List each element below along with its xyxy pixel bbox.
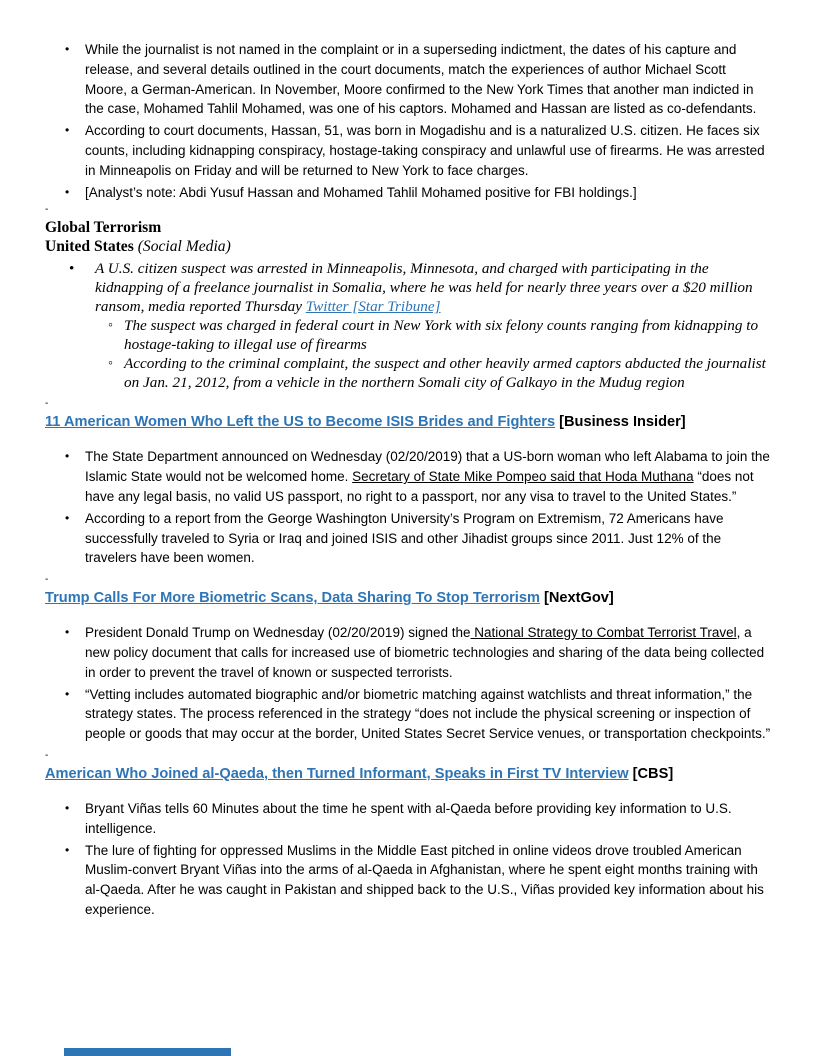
bullet-text: President Donald Trump on Wednesday (02/20/2019) signed the: [85, 625, 471, 641]
list-item: [45, 259, 771, 392]
analyst-note-text: [Analyst’s note: Abdi Yusuf Hassan and Mohamed Tahlil Mohamed positive for FBI holdings.]: [85, 184, 637, 200]
list-item: [45, 121, 771, 180]
article-source: [Business Insider]: [559, 414, 686, 431]
bullet-text: Bryant Viñas tells 60 Minutes about the time he spent with al-Qaeda before providing key information to U.S. intelligence.: [85, 800, 732, 836]
sub-list-item: [45, 354, 771, 392]
article-heading-alqaeda-informant: [45, 764, 771, 784]
subtitle-source-type: (Social Media): [137, 238, 231, 256]
bullet-text: A U.S. citizen suspect was arrested in Minneapolis, Minnesota, and charged with participating in the kidnapping of a freelance journalist in Somalia, where he was held for nearly three years over a $20 million ransom, media reported Thursday: [95, 260, 753, 316]
bullet-text: The lure of fighting for oppressed Muslims in the Middle East pitched in online videos drove troubled American Muslim-convert Bryant Viñas into the arms of al-Qaeda in Afghanistan, where he spent eight months training with al-Qaeda. After he was caught in Pakistan and shipped back to the U.S., Viñas provided key information about his experience.: [85, 842, 764, 917]
bullet-text: According to court documents, Hassan, 51, was born in Mogadishu and is a naturalized U.S. citizen. He faces six counts, including kidnapping conspiracy, hostage-taking conspiracy and unlawful use of firearms. He was arrested in Minneapolis on Friday and will be returned to New York to face charges.: [85, 123, 765, 178]
article-heading-isis-brides: [45, 412, 771, 432]
divider-dash: -: [45, 574, 49, 586]
article-bullet-list: [45, 447, 771, 568]
article-title-link[interactable]: 11 American Women Who Left the US to Become ISIS Brides and Fighters: [45, 414, 556, 431]
article-source: [CBS]: [632, 765, 674, 782]
bullet-text: According to a report from the George Washington University’s Program on Extremism, 72 Americans have successfully traveled to Syria or Iraq and joined ISIS and other Jihadist groups since 2011. Just 12% of the travelers have been women.: [85, 510, 724, 566]
subtitle-country: United States: [45, 238, 134, 256]
bullet-text: “Vetting includes automated biographic and/or biometric matching against watchlists and threat information,” the strategy states. The process referenced in the strategy “does not include the physical screening or inspection of people or goods that may occur at the border, United States Secret Service venues, or transportation checkpoints.”: [85, 686, 771, 742]
article-title-link[interactable]: Trump Calls For More Biometric Scans, Data Sharing To Stop Terrorism: [45, 590, 540, 607]
list-item: [45, 841, 771, 920]
global-terrorism-bullet-list: [45, 259, 771, 392]
sub-bullet-list: [95, 316, 771, 392]
section-subtitle: [45, 237, 771, 256]
sub-list-item: [45, 316, 771, 354]
pompeo-muthana-link[interactable]: Secretary of State Mike Pompeo said that Hoda Muthana: [352, 469, 694, 485]
section-title: Global Terrorism: [45, 219, 162, 237]
sub-bullet-text: The suspect was charged in federal court in New York with six felony counts ranging from kidnapping to hostage-taking to illegal use of firearms: [124, 317, 759, 354]
national-strategy-link[interactable]: National Strategy to Combat Terrorist Travel: [470, 625, 737, 641]
twitter-star-tribune-link[interactable]: Twitter [Star Tribune]: [305, 298, 441, 316]
article-bullet-list: [45, 799, 771, 920]
list-item: [45, 447, 771, 506]
article-title-link[interactable]: American Who Joined al-Qaeda, then Turned Informant, Speaks in First TV Interview: [45, 765, 629, 782]
sub-bullet-text: According to the criminal complaint, the suspect and other heavily armed captors abducted the journalist on Jan. 21, 2012, from a vehicle in the northern Somali city of Galkayo in the Mudug region: [124, 355, 766, 392]
list-item: [45, 685, 771, 744]
section-heading-global-terrorism: [45, 218, 771, 256]
list-item: [45, 623, 771, 682]
bullet-text: The State Department announced on Wednesday (02/20/2019) that a US-born woman who left Alabama to join the Islamic State would not be welcomed home.: [85, 449, 770, 485]
list-item: [45, 509, 771, 568]
list-item: [45, 799, 771, 839]
list-item: [45, 40, 771, 119]
divider-dash: -: [45, 749, 49, 761]
bullet-text: While the journalist is not named in the complaint or in a superseding indictment, the dates of his capture and release, and several details outlined in the court documents, match the experiences of author Michael Scott Moore, a German-American. In November, Moore confirmed to the New York Times that another man indicted in the case, Mohamed Tahlil Mohamed, was one of his captors. Mohamed and Hassan are listed as co-defendants.: [85, 42, 757, 117]
clipped-link-bar[interactable]: [64, 1048, 231, 1056]
article-source: [NextGov]: [544, 590, 614, 607]
article-bullet-list: [45, 623, 771, 744]
divider-dash: -: [45, 398, 49, 410]
divider-dash: -: [45, 204, 49, 216]
article-heading-biometric-scans: [45, 588, 771, 608]
bullet-text: , a new policy document that calls for increased use of biometric technologies and sharing of the data being collected in order to prevent the travel of known or suspected terrorists.: [85, 625, 765, 680]
bullet-text: “does not have any legal basis, no valid US passport, no right to a passport, nor any visa to travel to the United States.”: [85, 469, 754, 504]
intro-bullet-list: [45, 40, 771, 202]
list-item: [45, 183, 771, 203]
document-page-content: [45, 40, 771, 920]
